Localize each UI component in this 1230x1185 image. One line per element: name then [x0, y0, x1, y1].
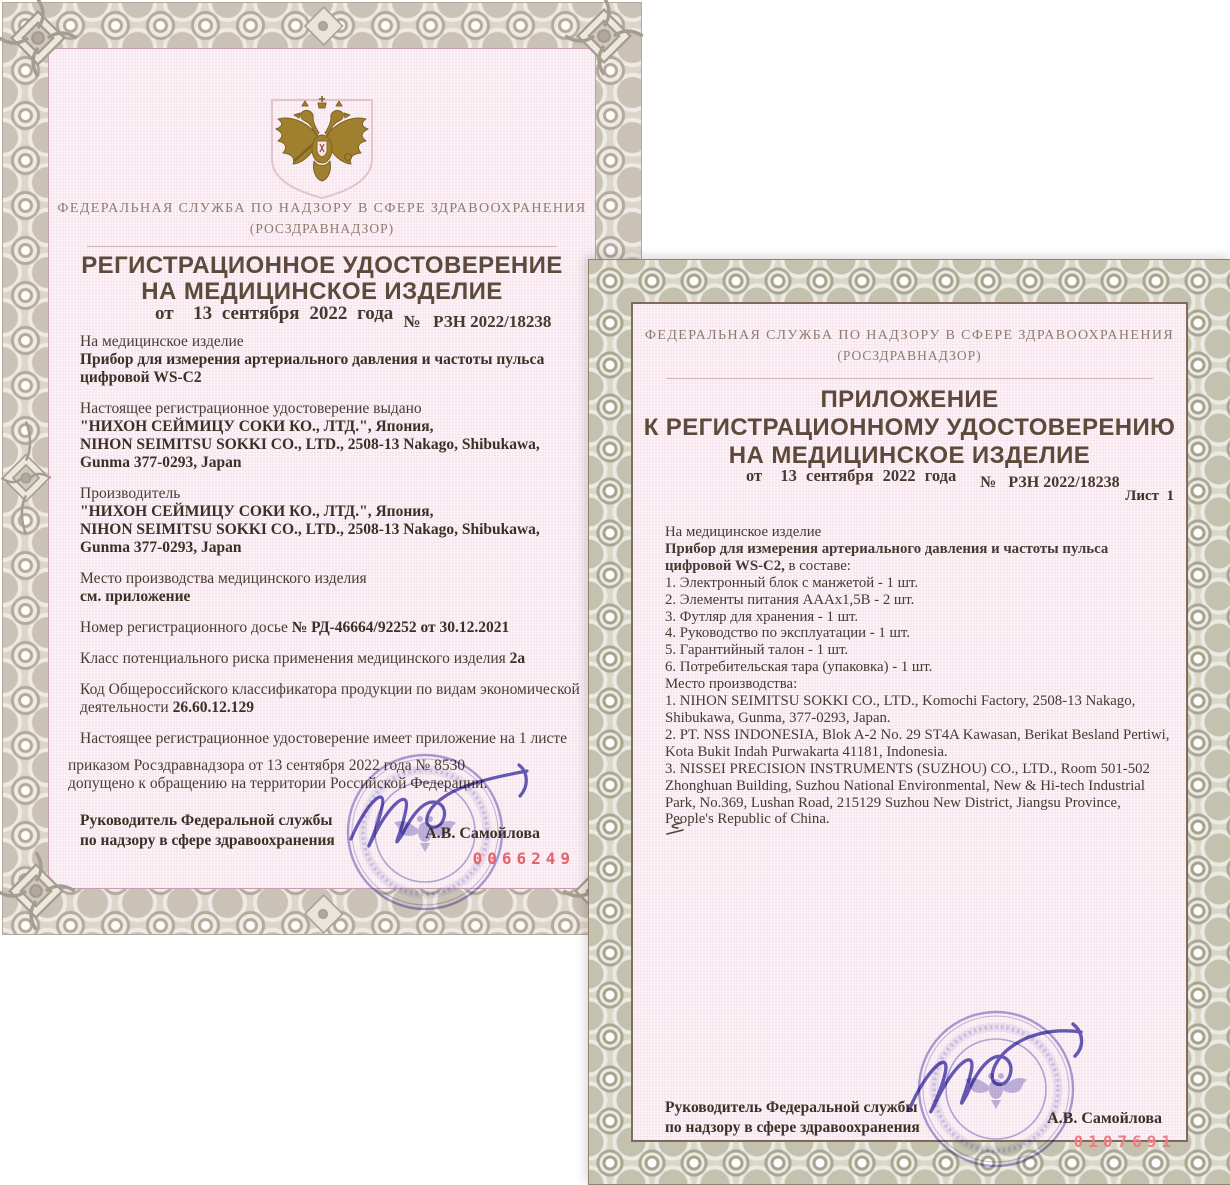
order-line: допущено к обращению на территории Российской Федерации. [68, 775, 488, 792]
agency-name: ФЕДЕРАЛЬНАЯ СЛУЖБА ПО НАДЗОРУ В СФЕРЕ ЗДРАВООХРАНЕНИЯ [57, 201, 587, 216]
production-place-paragraph [80, 570, 585, 606]
order-line: приказом Росздравнадзора от 13 сентября 2022 года № 8530 [68, 757, 466, 774]
separator-line [87, 246, 557, 247]
handwritten-mark [663, 820, 687, 843]
annex-title-line2: К РЕГИСТРАЦИОННОМУ УДОСТОВЕРЕНИЮ [643, 414, 1176, 441]
signer-role [665, 1098, 920, 1137]
agency-name: ФЕДЕРАЛЬНАЯ СЛУЖБА ПО НАДЗОРУ В СФЕРЕ ЗДРАВООХРАНЕНИЯ [644, 328, 1175, 343]
annex-certificate [588, 259, 1230, 1185]
holder-line: NIHON SEIMITSU SOKKI CO., LTD., 2508-13 Nakago, Shibukawa, [80, 436, 540, 453]
border-corner-ornament [0, 0, 81, 86]
certificate-paper [631, 302, 1188, 1151]
annex-note: Настоящее регистрационное удостоверение имеет приложение на 1 листе [80, 730, 568, 747]
serial-number: 0107691 [1073, 1132, 1176, 1151]
registration-number: № РЗН 2022/18238 [403, 312, 552, 331]
annex-title-line3: НА МЕДИЦИНСКОЕ ИЗДЕЛИЕ [728, 442, 1091, 469]
sheet-label: Лист 1 [1125, 488, 1174, 504]
registration-certificate [2, 2, 642, 935]
signer-role-line: по надзору в сфере здравоохранения [80, 831, 335, 849]
component-item: 3. Футляр для хранения - 1 шт. [665, 608, 859, 625]
russian-coat-of-arms [262, 93, 382, 210]
issue-date: от 13 сентября 2022 года [155, 303, 394, 324]
border-edge-ornament [291, 885, 355, 948]
agency-short-name: (РОСЗДРАВНАДЗОР) [249, 221, 395, 236]
production-site: 3. NISSEI PRECISION INSTRUMENTS (SUZHOU) CO., LTD., Room 501-502 Zhonghuan Building, Suzhou National Environmental, New & Hi-tech Industrial Park, No.369, Lushan Road, 215129 Suzhou New District, Jiangsu Province, People's Republic of China. [665, 760, 1150, 828]
place-value: см. приложение [80, 588, 191, 605]
signer-role-line: по надзору в сфере здравоохранения [665, 1118, 920, 1136]
production-site: 2. PT. NSS INDONESIA, Blok A-2 No. 29 ST4A Kawasan, Berikat Besland Pertiwi, Kota Bukit Indah Purwakarta 41181, Indonesia. [665, 726, 1170, 760]
certificate-title-line1: РЕГИСТРАЦИОННОЕ УДОСТОВЕРЕНИЕ [81, 252, 563, 279]
manufacturer-line: NIHON SEIMITSU SOKKI CO., LTD., 2508-13 Nakago, Shibukawa, [80, 521, 540, 538]
border-edge-ornament [0, 403, 57, 558]
manufacturer-line: "НИХОН СЕЙМИЦУ СОКИ КО., ЛТД.", Япония, [80, 503, 434, 520]
production-site: 1. NIHON SEIMITSU SOKKI CO., LTD., Komochi Factory, 2508-13 Nakago, Shibukawa, Gunma, 377-0293, Japan. [665, 693, 1136, 726]
dossier-value: № РД-46664/92252 от 30.12.2021 [291, 619, 510, 636]
signer-role-line: Руководитель Федеральной службы [665, 1099, 918, 1116]
device-name: Прибор для измерения артериального давления и частоты пульса цифровой WS-C2, [665, 540, 1109, 574]
certificate-title-line2: НА МЕДИЦИНСКОЕ ИЗДЕЛИЕ [141, 278, 503, 305]
dossier-label: Номер регистрационного досье [80, 619, 288, 636]
date-and-number-row [633, 466, 1186, 492]
holder-line: Gunma 377-0293, Japan [80, 454, 242, 471]
annex-body [665, 524, 1170, 828]
holder-paragraph [80, 400, 585, 472]
signer-role-line: Руководитель Федеральной службы [80, 812, 333, 829]
certificate-paper [48, 48, 596, 889]
component-item: 4. Руководство по эксплуатации - 1 шт. [665, 625, 910, 642]
certificate-body [80, 333, 585, 761]
risk-label: Класс потенциального риска применения медицинского изделия [80, 650, 506, 667]
signer-name: А.В. Самойлова [1047, 1110, 1162, 1127]
dossier-paragraph [80, 619, 585, 637]
device-name: Прибор для измерения артериального давления и частоты пульса цифровой WS-C2 [80, 351, 545, 386]
issue-date: от 13 сентября 2022 года [746, 466, 957, 485]
agency-short-name: (РОСЗДРАВНАДЗОР) [837, 348, 982, 363]
component-item: 6. Потребительская тара (упаковка) - 1 шт. [665, 659, 933, 676]
serial-number: 0066249 [472, 849, 575, 868]
date-and-number-row [49, 303, 595, 332]
composition-suffix: в составе: [788, 557, 851, 574]
annex-title-line1: ПРИЛОЖЕНИЕ [820, 386, 999, 413]
risk-value: 2а [509, 650, 526, 667]
device-label: На медицинское изделие [665, 524, 822, 540]
manufacturer-paragraph [80, 485, 585, 557]
risk-class-paragraph [80, 650, 585, 668]
okpd-label: Код Общероссийского классификатора продукции по видам экономической деятельности [80, 681, 580, 716]
okpd-paragraph [80, 681, 585, 717]
place-label: Место производства медицинского изделия [80, 570, 367, 587]
border-corner-ornament [561, 0, 647, 84]
manufacturer-label: Производитель [80, 485, 181, 502]
device-paragraph [80, 333, 585, 387]
production-label: Место производства: [665, 676, 798, 693]
signer-name: А.В. Самойлова [425, 825, 540, 842]
component-item: 1. Электронный блок с манжетой - 1 шт. [665, 574, 919, 591]
issued-label: Настоящее регистрационное удостоверение выдано [80, 400, 422, 417]
registration-number: № РЗН 2022/18238 [980, 474, 1120, 491]
device-composition-intro [665, 541, 1170, 575]
component-item: 5. Гарантийный талон - 1 шт. [665, 642, 849, 659]
okpd-value: 26.60.12.129 [172, 699, 254, 716]
device-label: На медицинское изделие [80, 333, 244, 350]
signer-role [80, 811, 335, 850]
component-item: 2. Элементы питания АААх1,5В - 2 шт. [665, 591, 915, 608]
separator-line [666, 378, 1153, 379]
manufacturer-line: Gunma 377-0293, Japan [80, 539, 242, 556]
border-corner-ornament [0, 848, 79, 939]
holder-line: "НИХОН СЕЙМИЦУ СОКИ КО., ЛТД.", Япония, [80, 418, 434, 435]
border-edge-ornament [291, 0, 355, 60]
